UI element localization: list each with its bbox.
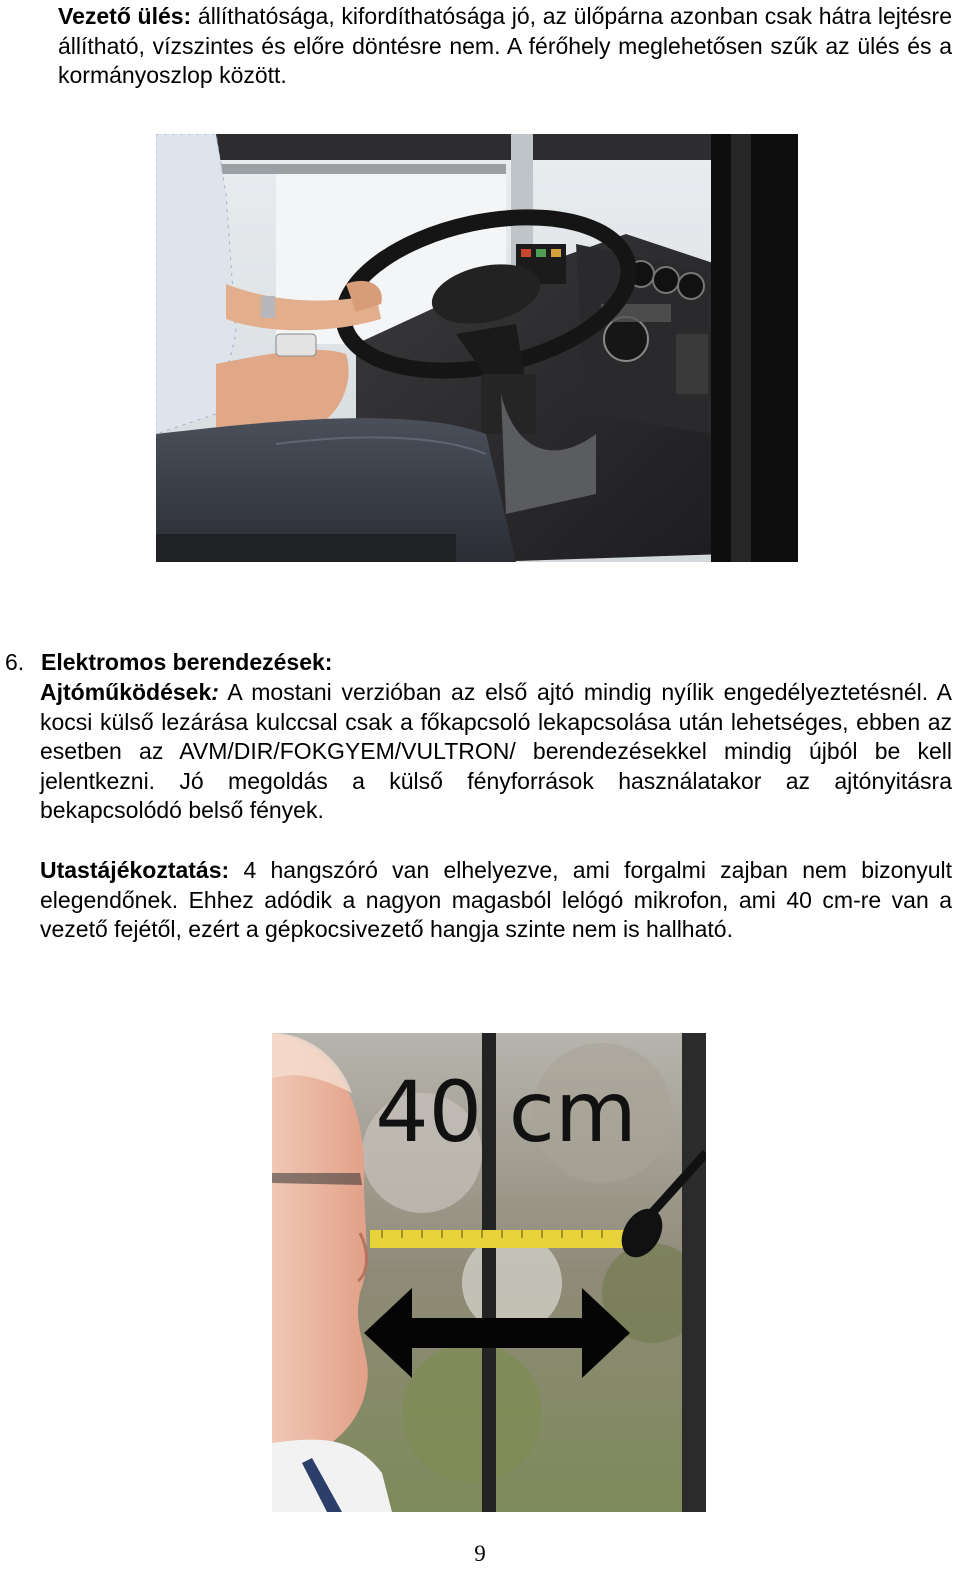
driver-seat-label: Vezető ülés: xyxy=(58,3,192,29)
door-operation-text: A mostani verzióban az első ajtó mindig nyílik engedélyeztetésnél. A kocsi külső lezárása kulccsal csak a főkapcsoló lekapcsolása után lehetséges, ebben az esetben az AVM/DIR/FOKGYEM/VULTRON/ berendezésekkel mindig újból be kell jelentkezni. Jó megoldás a külső fényforrások használatakor az ajtónyitásra bekapcsolódó belső fények. xyxy=(40,679,952,824)
section-heading xyxy=(5,648,332,678)
door-operation-colon: : xyxy=(211,679,219,705)
door-operation-label: Ajtóműködések xyxy=(40,679,212,705)
microphone-distance-photo xyxy=(272,1033,706,1512)
distance-caption: 40 cm xyxy=(375,1063,637,1161)
driver-cab-photo xyxy=(156,134,798,562)
page-number: 9 xyxy=(474,1541,486,1566)
door-operation-paragraph xyxy=(40,678,952,826)
section-number: 6. xyxy=(5,649,25,675)
passenger-info-paragraph xyxy=(40,856,952,945)
passenger-info-label: Utastájékoztatás: xyxy=(40,857,230,883)
driver-seat-text: állíthatósága, kifordíthatósága jó, az ülőpárna azonban csak hátra lejtésre állítható, vízszintes és előre döntésre nem. A férőhely meglehetősen szűk az ülés és a kormányoszlop között. xyxy=(58,3,953,89)
passenger-info-text: 4 hangszóró van elhelyezve, ami forgalmi zajban nem bizonyult elegendőnek. Ehhez adódik a nagyon magasból lelógó mikrofon, ami 40 cm-re van a vezető fejétől, ezért a gépkocsivezető hangja szinte nem is hallható. xyxy=(40,857,952,943)
section-title: Elektromos berendezések: xyxy=(41,649,333,675)
driver-seat-paragraph xyxy=(58,2,952,91)
